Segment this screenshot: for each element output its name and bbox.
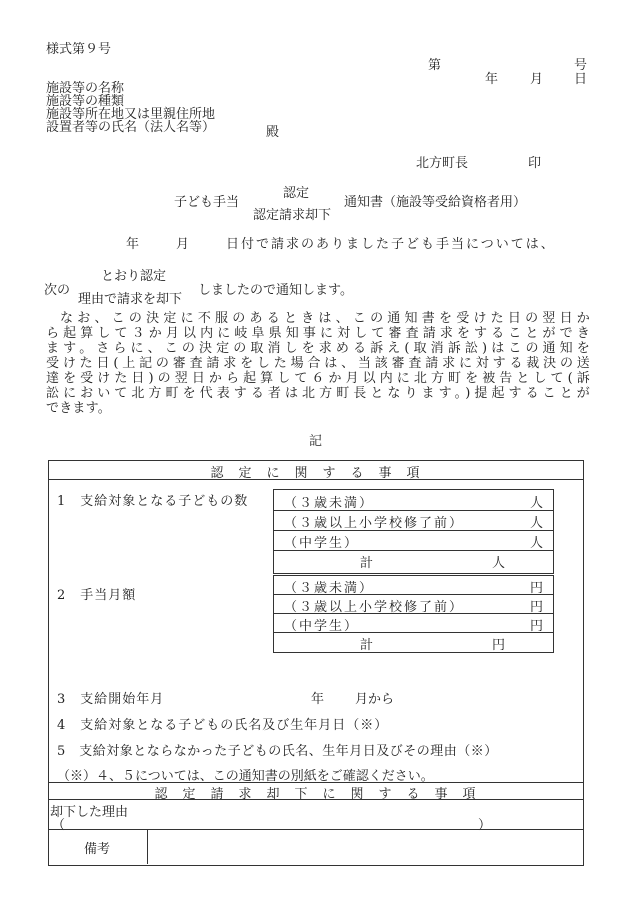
title-suffix: 通知書（施設等受給資格者用） [344,195,527,210]
request-year: 年 [126,237,142,252]
field-facility-address: 施設等所在地又は里親住所地 [46,107,216,122]
appeal-line: ら起算して３か月以内に岐阜県知事に対して審査請求をすることができ [46,326,590,341]
rejection-section-header: 認 定 請 求 却 下 に 関 す る 事 項 [154,787,477,802]
row-unit: 人 [529,496,543,511]
request-month: 月 [176,237,192,252]
doc-number-prefix: 第 [428,58,442,73]
paren-open: （ [52,818,66,833]
appeal-paragraph-body [46,326,590,416]
row-unit: 人 [529,536,543,551]
notice-suffix: しましたので通知します。 [198,283,353,298]
rejection-reason-label: 却下した理由 [50,805,129,820]
notice-prefix: 次の [44,283,71,298]
issuer-seal: 印 [528,156,542,171]
item-child-names-label: 4 支給対象となる子どもの氏名及び生年月日（※） [57,718,389,733]
total-label: 計 [360,556,374,571]
appeal-line: 受けた日(上記の審査請求をした場合は、当該審査請求に対する裁決の送 [46,356,590,371]
row-unit: 円 [529,581,543,596]
amount-row [274,576,553,595]
field-facility-type: 施設等の種類 [46,94,125,109]
doc-number-suffix: 号 [574,58,588,73]
total-unit: 円 [492,638,506,653]
date-month: 月 [530,72,544,87]
child-count-grid [273,489,554,574]
appeal-line: 訟において北方町を代表する者は北方町長となります。)提起することが [46,386,590,401]
row-label: （３歳以上小学校修了前） [284,600,465,615]
divider [48,829,583,830]
child-count-row [274,530,553,551]
total-label: 計 [360,638,374,653]
paren-close: ） [478,818,492,833]
amount-total-row [274,633,553,651]
amount-row [274,614,553,633]
notice-choice-rejection: 理由で請求を却下 [78,292,183,307]
row-label: （３歳未満） [284,581,375,596]
date-year: 年 [485,72,499,87]
divider [147,829,148,864]
notice-choice-approval: とおり認定 [101,269,167,284]
appeal-line: 達を受けた日)の翌日から起算して６か月以内に北方町を被告として(訴 [46,371,590,386]
item-monthly-amount-label: 2 手当月額 [57,588,137,603]
total-unit: 人 [492,556,506,571]
row-label: （中学生） [284,536,360,551]
start-month-unit: 月から [355,692,395,707]
child-count-row [274,490,553,511]
ki-heading: 記 [309,434,323,449]
row-unit: 人 [529,516,543,531]
date-day: 日 [574,72,588,87]
request-rest: 日付で請求のありました子ども手当については、 [226,237,556,252]
item-child-count-label: 1 支給対象となる子どもの数 [57,494,249,509]
title-prefix: 子ども手当 [174,195,240,210]
approval-section-header: 認 定 に 関 す る 事 項 [210,466,421,481]
appeal-line: ます。さらに、この決定の取消しを求める訴え(取消訴訟)はこの通知を [46,341,590,356]
issuer-name: 北方町長 [416,156,469,171]
field-facility-name: 施設等の名称 [46,81,125,96]
title-choice-approval: 認定 [283,186,310,201]
row-label: （中学生） [284,619,360,634]
appeal-line: できます。 [46,401,111,416]
honorific: 殿 [266,125,280,140]
row-label: （３歳未満） [284,496,375,511]
form-number: 様式第９号 [46,42,112,57]
row-unit: 円 [529,619,543,634]
appeal-line: なお、この決定に不服のあるときは、この通知書を受けた日の翌日か [60,311,590,326]
row-label: （３歳以上小学校修了前） [284,516,465,531]
child-count-total-row [274,550,553,570]
divider [48,799,583,800]
appeal-paragraph [60,311,590,326]
attachment-note: （※）４、５については、この通知書の別紙をご確認ください。 [57,769,434,784]
address-fields [46,82,215,134]
title-choice-rejection: 認定請求却下 [253,208,332,223]
item-excluded-children-label: 5 支給対象とならなかった子どもの氏名、生年月日及びその理由（※） [57,744,498,759]
item-start-month-label: 3 支給開始年月 [57,692,165,707]
start-year-unit: 年 [311,692,325,707]
monthly-amount-grid [273,575,554,653]
amount-row [274,595,553,614]
remarks-label: 備考 [84,842,111,857]
field-operator-name: 設置者等の氏名（法人名等） [46,120,216,135]
child-count-row [274,510,553,531]
row-unit: 円 [529,600,543,615]
